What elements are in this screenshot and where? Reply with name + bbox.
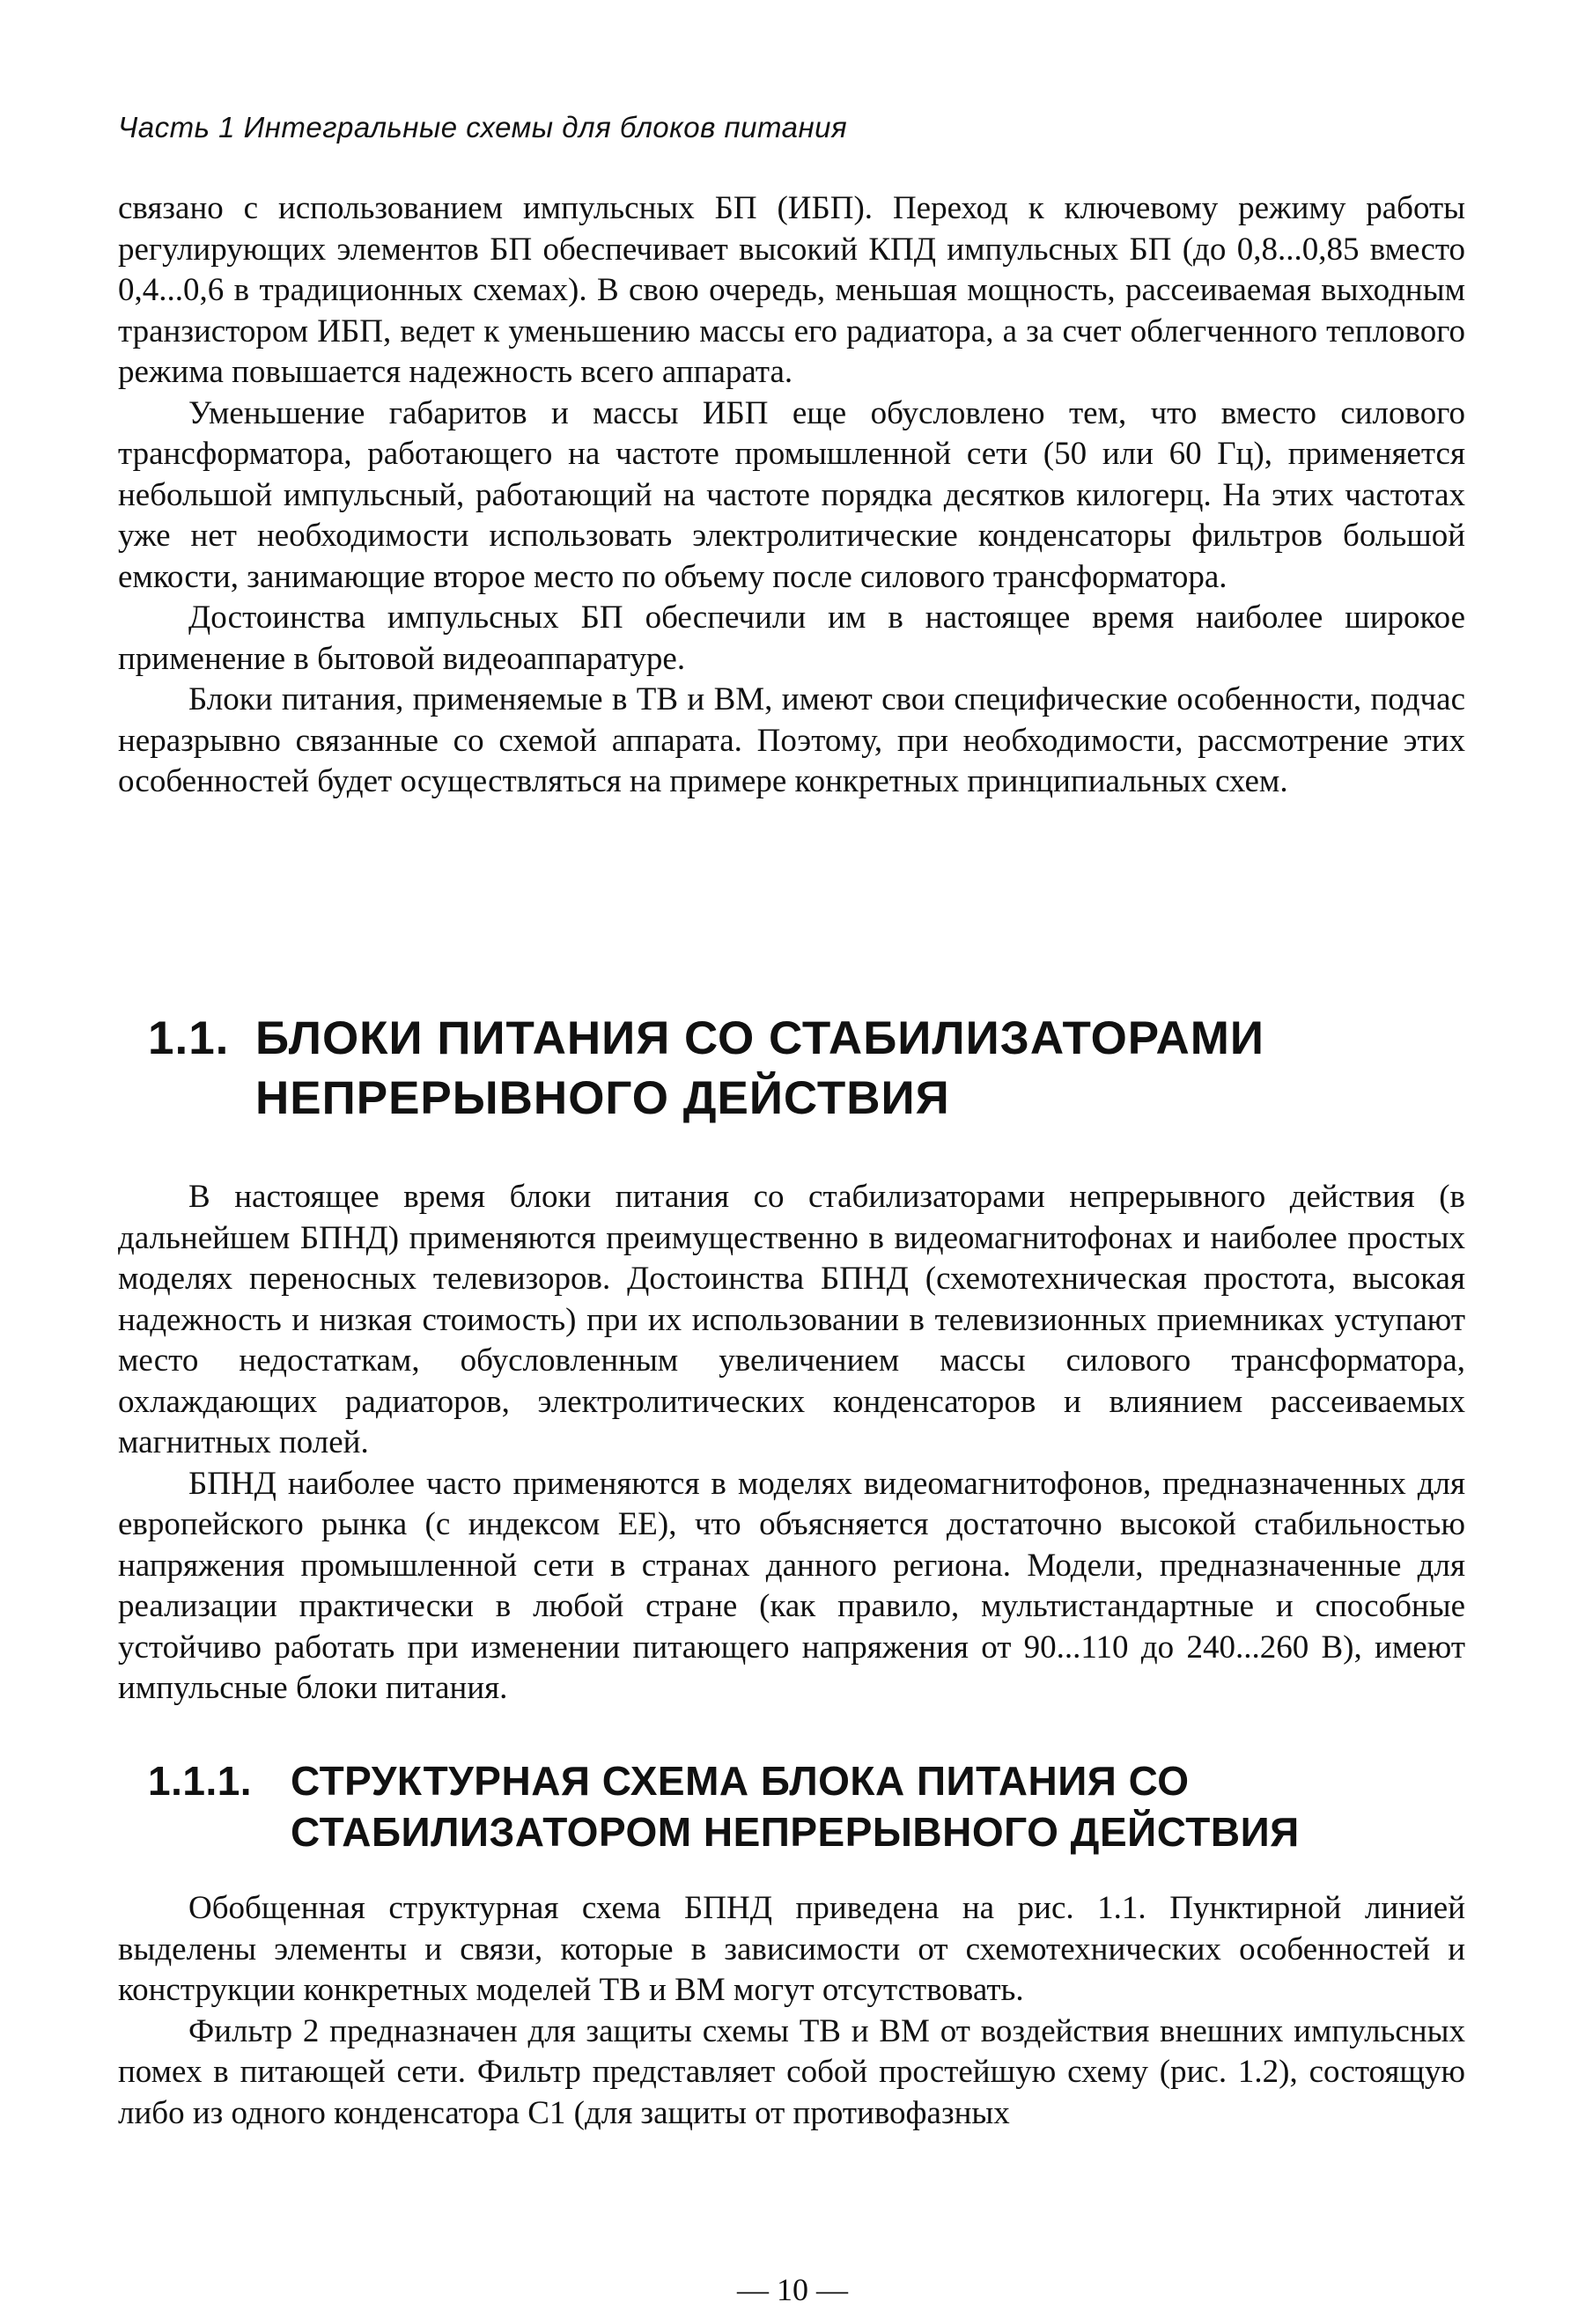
- paragraph: БПНД наиболее часто применяются в моделях видеомагнитофонов, предназначенных для европейского рынка (с индексом ЕЕ), что объясняется достаточно высокой стабильностью напряжения промышленной сети в странах данного региона. Модели, предназначенные для реализации практически в любой стране (как правило, мультистандартные и способные устойчиво работать при изменении питающего напряжения от 90...110 до 240...260 В), имеют импульсные блоки питания.: [118, 1465, 1465, 1706]
- paragraph: В настоящее время блоки питания со стабилизаторами непрерывного действия (в дальнейшем БПНД) применяются преимущественно в видеомагнитофонах и наиболее простых моделях переносных телевизоров. Достоинства БПНД (схемотехническая простота, высокая надежность и низкая стоимость) при их использовании в телевизионных приемниках уступают место недостаткам, обусловленным увеличением массы силового трансформатора, охлаждающих радиаторов, электролитических конденсаторов и влиянием рассеиваемых магнитных полей.: [118, 1179, 1465, 1460]
- section-number: 1.1.: [148, 1012, 230, 1064]
- paragraph: Достоинства импульсных БП обеспечили им в настоящее время наиболее широкое применение в бытовой видеоаппаратуре.: [118, 599, 1465, 677]
- section-title: [255, 1009, 1264, 1129]
- section-heading-1-1-1: [148, 1755, 1300, 1857]
- paragraph: связано с использованием импульсных БП (ИБП). Переход к ключевому режиму работы регулирующих элементов БП обеспечивает высокий КПД импульсных БП (до 0,8...0,85 вместо 0,4...0,6 в традиционных схемах). В свою очередь, меньшая мощность, рассеиваемая выходным транзистором ИБП, ведет к уменьшению массы его радиатора, а за счет облегченного теплового режима повышается надежность всего аппарата.: [118, 190, 1465, 390]
- intro-text: [118, 188, 1465, 803]
- page-number: — 10 —: [737, 2272, 848, 2307]
- section-title-line: СТАБИЛИЗАТОРОМ НЕПРЕРЫВНОГО ДЕЙСТВИЯ: [291, 1809, 1300, 1855]
- section-number: 1.1.1.: [148, 1758, 253, 1804]
- paragraph: Уменьшение габаритов и массы ИБП еще обусловлено тем, что вместо силового трансформатора, работающего на частоте промышленной сети (50 или 60 Гц), применяется небольшой импульсный, работающий на частоте порядка десятков килогерц. На этих частотах уже нет необходимости использовать электролитические конденсаторы фильтров большой емкости, занимающие второе место по объему после силового трансформатора.: [118, 394, 1465, 595]
- running-header: Часть 1 Интегральные схемы для блоков питания: [118, 111, 848, 143]
- paragraph: Блоки питания, применяемые в ТВ и ВМ, имеют свои специфические особенности, подчас неразрывно связанные со схемой аппарата. Поэтому, при необходимости, рассмотрение этих особенностей будет осуществляться на примере конкретных принципиальных схем.: [118, 681, 1465, 799]
- section-title-line: НЕПРЕРЫВНОГО ДЕЙСТВИЯ: [255, 1072, 950, 1124]
- section-1-1-text: [118, 1177, 1465, 1710]
- paragraph: Фильтр 2 предназначен для защиты схемы ТВ и ВМ от воздействия внешних импульсных помех в питающей сети. Фильтр представляет собой простейшую схему (рис. 1.2), состоящую либо из одного конденсатора С1 (для защиты от противофазных: [118, 2012, 1465, 2131]
- paragraph: Обобщенная структурная схема БПНД приведена на рис. 1.1. Пунктирной линией выделены элементы и связи, которые в зависимости от схемотехнических особенностей и конструкции конкретных моделей ТВ и ВМ могут отсутствовать.: [118, 1890, 1465, 2008]
- section-title: [291, 1755, 1300, 1857]
- section-title-line: БЛОКИ ПИТАНИЯ СО СТАБИЛИЗАТОРАМИ: [255, 1012, 1265, 1064]
- section-1-1-1-text: [118, 1888, 1465, 2134]
- section-heading-1-1: [148, 1009, 1264, 1129]
- section-title-line: СТРУКТУРНАЯ СХЕМА БЛОКА ПИТАНИЯ СО: [291, 1758, 1190, 1804]
